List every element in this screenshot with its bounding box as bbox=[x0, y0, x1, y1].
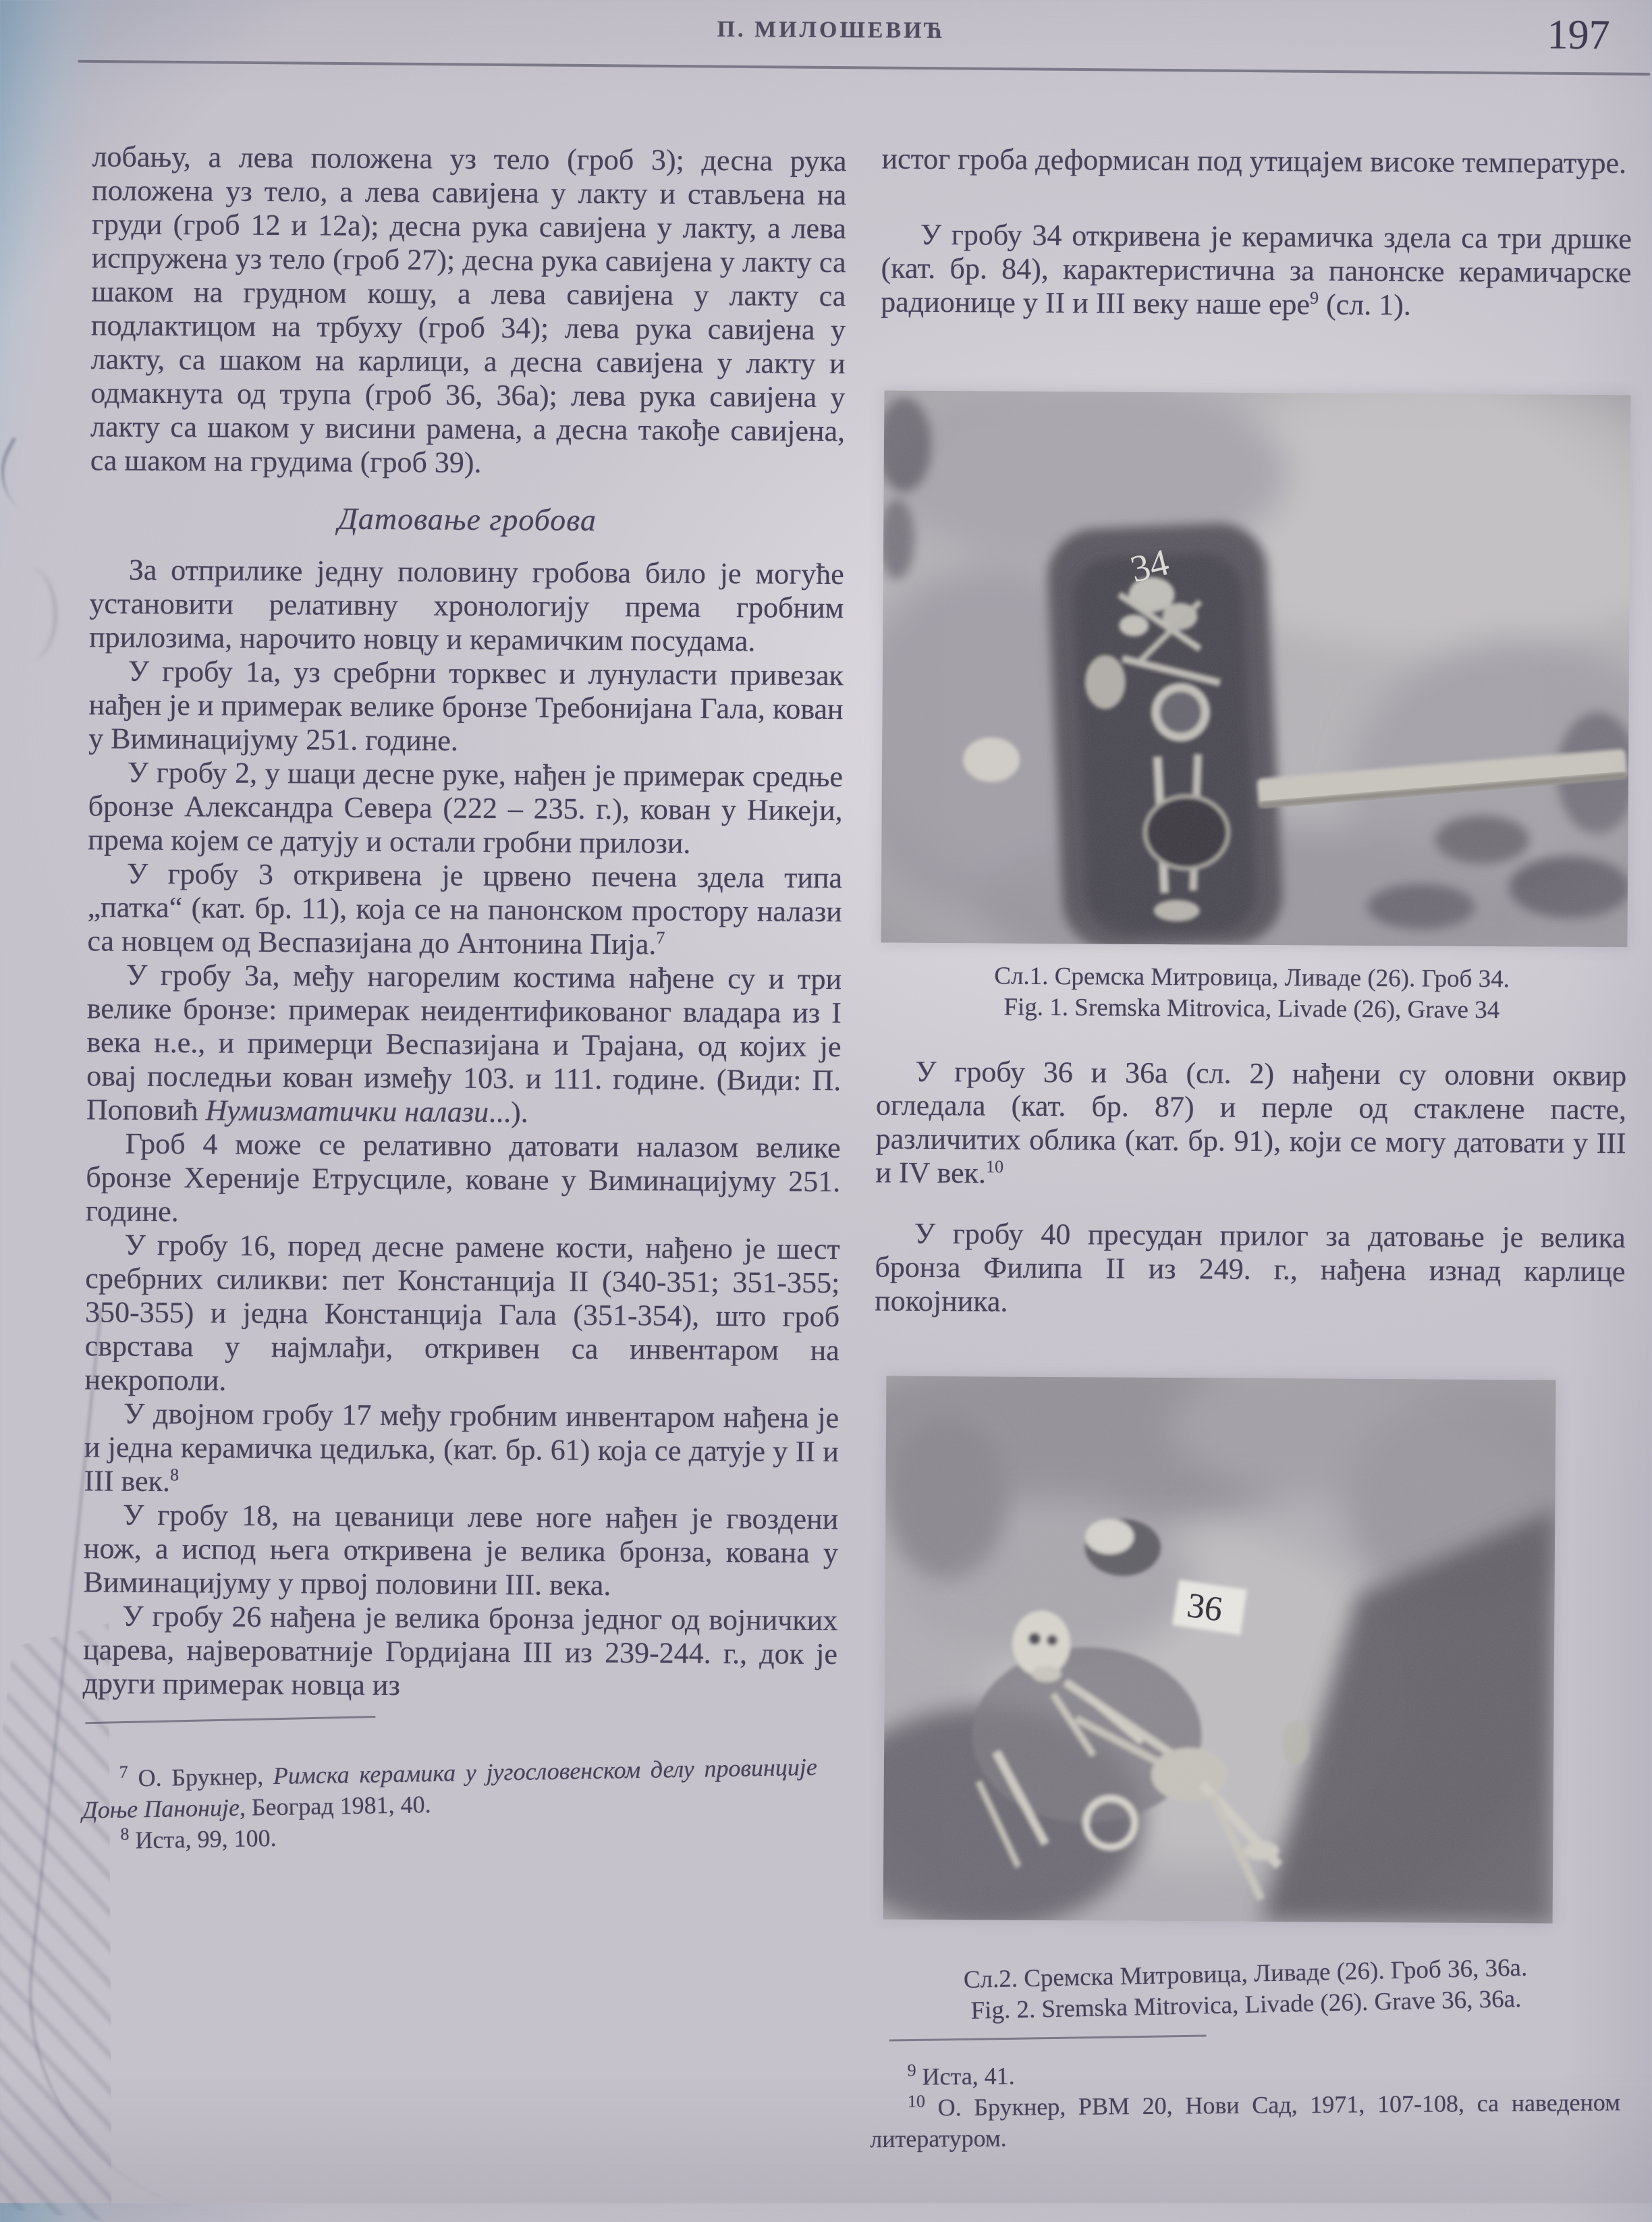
paragraph bbox=[86, 958, 842, 1131]
caption-english: Fig. 1. Sremska Mitrovica, Livade (26), Grave 34 bbox=[1003, 993, 1500, 1025]
paragraph: Гроб 4 може се релативно датовати налазом велике бронзе Хереније Етрусциле, коване у Виминацијуму 251. године. bbox=[85, 1127, 841, 1228]
page-curvature-shade bbox=[0, 567, 57, 661]
paragraph: У гробу 1а, уз сребрни торквес и лунуласти привезак нађен је и примерак велике бронзе Требонијана Гала, кован у Виминацијуму 251. године. bbox=[88, 654, 844, 757]
running-header-author: П. МИЛОШЕВИЋ bbox=[717, 16, 945, 44]
figure-2-photo bbox=[883, 1376, 1556, 1924]
footnote-text: О. Брукнер, РВМ 20, Нови Сад, 1971, 107-108, са наведеном литературом. bbox=[870, 2088, 1621, 2153]
footnote-number: 10 bbox=[907, 2091, 925, 2111]
paragraph: У гробу 26 нађена је велика бронза једног од војничких царева, највероватније Гордијана III из 239-244. г., док је други примерак новца из bbox=[82, 1599, 838, 1702]
footnote-number: 7 bbox=[119, 1762, 129, 1782]
caption-serbian: Сл.2. Сремска Митровица, Ливаде (26). Гроб 36, 36а. bbox=[963, 1953, 1528, 1994]
header-rule bbox=[78, 60, 1650, 76]
paragraph: У гробу 2, у шаци десне руке, нађен је примерак средње бронзе Александра Севера (222 – 235. г.), кован у Никеји, према којем се датују и остали гробни прилози. bbox=[88, 755, 844, 860]
footnotes-right bbox=[869, 2055, 1620, 2155]
footnote-ref-8: 8 bbox=[169, 1465, 180, 1485]
caption-english: Fig. 2. Sremska Mitrovica, Livade (26). Grave 36, 36a. bbox=[970, 1984, 1522, 2025]
paragraph: За отприлике једну половину гробова било је могуће установити релативну хронологију према гробним прилозима, нарочито новцу и керамичким посудама. bbox=[89, 553, 844, 658]
figure-1 bbox=[881, 391, 1630, 948]
paragraph bbox=[87, 857, 842, 963]
paragraph bbox=[875, 1054, 1626, 1194]
footnote-ref-9: 9 bbox=[1310, 288, 1319, 308]
footnote-text: , Београд 1981, 40. bbox=[239, 1791, 431, 1821]
footnote-10 bbox=[870, 2086, 1621, 2155]
figure-1-caption bbox=[877, 960, 1628, 1027]
footnote-ref-10: 10 bbox=[985, 1156, 1004, 1176]
paragraph: У гробу 40 пресудан прилог за датовање је велика бронза Филипа II из 249. г., нађена изнад карлице покојника. bbox=[875, 1216, 1626, 1318]
cited-work-title: Нумизматички налази bbox=[205, 1093, 489, 1129]
caption-serbian: Сл.1. Сремска Митровица, Ливаде (26). Гроб 34. bbox=[994, 962, 1510, 994]
paragraph-text: ...). bbox=[488, 1095, 528, 1129]
footnote-number: 9 bbox=[907, 2060, 916, 2080]
footnote-number: 8 bbox=[120, 1824, 130, 1844]
paragraph: У гробу 18, на цеваници леве ноге нађен је гвоздени нож, а испод њега откривена је велика бронза, кована у Виминацијуму у првој половини III. века. bbox=[83, 1498, 839, 1602]
right-column bbox=[870, 142, 1632, 2153]
figure-2 bbox=[883, 1376, 1556, 1924]
paragraph-text: У двојном гробу 17 међу гробним инвентаром нађена је и једна керамичка цедиљка, (кат. бр. 61) која се датује у II и III век. bbox=[84, 1397, 839, 1498]
footnote-ref-7: 7 bbox=[656, 927, 665, 948]
paragraph-text: У гробу 3а, међу нагорелим костима нађене су и три велике бронзе: примерак неидентификованог владара из I века н.е., и примерци Веспазијана и Трајана, од којих је овај последњи кован између 103. и 111. године. (Види: П. Поповић bbox=[86, 958, 842, 1127]
figure-1-photo bbox=[881, 391, 1630, 948]
footnote-separator bbox=[889, 2035, 1207, 2042]
footnote-text: О. Брукнер, bbox=[138, 1762, 274, 1792]
paragraph: У гробу 16, поред десне рамене кости, нађено је шест сребрних силикви: пет Констанција II (340-351; 351-355; 350-355) и једна Констанција Гала (351-354), што гроб сврстава у најмлађи, откривен са инвентаром на некрополи. bbox=[84, 1228, 840, 1397]
paragraph-text: У гробу 36 и 36а (сл. 2) нађени су оловни оквир огледала (кат. бр. 87) и перле од стаклене пасте, различитих облика (кат. бр. 91), који се могу датовати у III и IV век. bbox=[875, 1054, 1627, 1190]
section-heading: Датовање гробова bbox=[337, 501, 597, 537]
footnote-work-title: Римска керамика у југословенском делу провинције Доње Паноније bbox=[82, 1753, 818, 1824]
paragraph-continuation: лобању, а лева положена уз тело (гроб 3); десна рука положена уз тело, а лева савијена у лакту и стављена на груди (гроб 12 и 12а); десна рука савијена у лакту, а лева испружена уз тело (гроб 27); десна рука савијена у лакту са шаком на грудном кошу, а лева савијена у лакту са подлактицом на трбуху (гроб 34); лева рука савијена у лакту, са шаком на карлици, а десна савијена у лакту и одмакнута од трупа (гроб 36, 36а); лева рука савијена у лакту са шаком у висини рамена, а десна такође савијена, са шаком на грудима (гроб 39). bbox=[90, 140, 847, 479]
paragraph-text: У гробу 34 откривена је керамичка здела са три дршке (кат. бр. 84), карактеристична за панонске керамичарске радионице у II и III веку наше ере bbox=[881, 217, 1632, 321]
page-number: 197 bbox=[1547, 11, 1610, 59]
paragraph-text: (сл. 1). bbox=[1318, 288, 1411, 322]
paragraph bbox=[881, 217, 1632, 323]
footnote-text: Иста, 99, 100. bbox=[135, 1824, 277, 1854]
paragraph-text: У гробу 3 откривена је црвено печена здела типа „патка“ (кат. бр. 11), која се на панонском простору налази са новцем од Веспазијана до Антонина Пија. bbox=[87, 857, 843, 961]
paragraph-continuation: истог гроба деформисан под утицајем високе температуре. bbox=[881, 142, 1627, 180]
footnote-text: Иста, 41. bbox=[922, 2062, 1015, 2090]
figure-2-caption bbox=[870, 1951, 1622, 2029]
